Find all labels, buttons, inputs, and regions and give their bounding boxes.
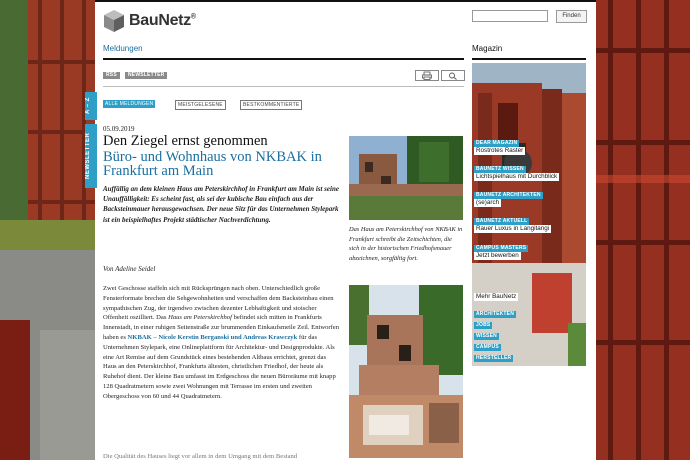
magazin-item-aktuell[interactable]: BAUNETZ AKTUELL Rauer Luxus in Langitangi <box>476 218 550 232</box>
magazin-item-dear[interactable]: DEAR MAGAZIN Rostrotes Raster <box>476 140 524 154</box>
article-body: Zwei Geschosse staffeln sich mit Rücksprüngen nach oben. Unterschiedlich große Fensterformate brechen die Sehgewohnheiten und verschaffen dem Backsteinbau einen sympathischen Zug, der irgendwo zwischen dezenter Lebhaftigkeit und stoischer Offenheit oszilliert. Das Haus am Peterskirchhof befindet sich mitten in Frankfurts Innenstadt, in einer ruhigen Seitenstraße zur brummenden Einkaufsmeile Zeil. Entworfen haben es NKBAK – Nicole Kerstin Berganski und Andreas Krawczyk für das Unternehmen Stylepark, eine Onlineplattform für Architektur- und Designprodukte. Als eine Art Remise auf dem Grundstück eines bestehenden Altbaus errichtet, grenzt das Haus an den Peterskirchhof, Frankfurts ältesten, christlichen Friedhof, der heute als Ruhehof dient. Der kleine Bau umfasst im Erdgeschoss die neuen Büroräume mit knapp 128 Quadratmetern sowie zwei Wohnungen mit Terrasse im ersten und zweiten Obergeschoss von 60 und 44 Quadratmetern. <box>103 285 340 400</box>
main-content <box>85 0 596 460</box>
magazin-more-link[interactable]: Mehr BauNetz <box>476 293 517 300</box>
search-button[interactable]: Finden <box>556 10 587 23</box>
print-button[interactable] <box>415 70 439 81</box>
article-photo-brick-wall[interactable] <box>349 136 463 220</box>
article-photo-house[interactable] <box>349 285 463 458</box>
article-headline: Den Ziegel ernst genommen <box>103 133 268 149</box>
magazin-link-wissen[interactable]: WISSEN <box>476 333 497 339</box>
article-body-continued: Die Qualität des Hauses liegt vor allem in dem Umgang mit dem Bestand <box>103 453 298 460</box>
magazin-item-architekten[interactable]: BAUNETZ ARCHITEKTEN (se)arch <box>476 192 541 206</box>
magazin-item-campus[interactable]: CAMPUS MASTERS Jetzt bewerben <box>476 245 527 259</box>
filter-all-news[interactable]: ALLE MELDUNGEN <box>105 101 154 107</box>
section-title-magazin[interactable]: Magazin <box>472 44 503 53</box>
background-photo-right <box>596 0 690 460</box>
article-lead: Auffällig an dem kleinen Haus am Peterskirchhof in Frankfurt am Main ist seine Unauffälligkeit: Es scheint fast, als sei der kubische Bau einfach aus der Backsteinmauer herausgewachsen. Der neue Sitz für das Unternehmen Stylepark ist ein beispielhaftes Projekt städtischer Nachverdichtung. <box>103 185 339 224</box>
nav-rule <box>103 58 464 60</box>
magazin-link-campus[interactable]: CAMPUS <box>476 344 499 350</box>
magazin-rule <box>472 58 586 60</box>
top-rule <box>95 0 596 2</box>
section-title-meldungen[interactable]: Meldungen <box>103 44 143 53</box>
magazin-item-wissen[interactable]: BAUNETZ WISSEN Lichtspielhaus mit Durchblick <box>476 166 558 180</box>
toolbar-separator <box>103 86 464 87</box>
magazin-link-architekten[interactable]: ARCHITEKTEN <box>476 311 515 317</box>
article-subheadline: Büro- und Wohnhaus von NKBAK in Frankfurt am Main <box>103 149 322 179</box>
side-tab-a-z[interactable]: A – Z <box>85 92 97 120</box>
newsletter-button[interactable]: NEWSLETTER <box>125 72 167 79</box>
background-photo-left <box>0 0 95 460</box>
magazin-link-hersteller[interactable]: HERSTELLER <box>476 355 512 361</box>
architect-link[interactable]: NKBAK – Nicole Kerstin Berganski und Andreas Krawczyk <box>127 333 298 341</box>
cube-logo-icon <box>103 9 125 33</box>
side-tab-newsletter[interactable]: NEWSLETTER <box>85 124 97 188</box>
logo-wordmark: BauNetz® <box>129 12 196 29</box>
rss-button[interactable]: RSS <box>103 72 120 79</box>
filter-most-commented[interactable]: BESTKOMMENTIERTE <box>240 100 302 110</box>
baunetz-logo[interactable] <box>103 8 196 34</box>
article-author: Von Adeline Seidel <box>103 265 156 273</box>
article-search-button[interactable] <box>441 70 465 81</box>
filter-most-read[interactable]: MEISTGELESENE <box>175 100 226 110</box>
magnifier-icon <box>448 72 458 80</box>
printer-icon <box>422 72 432 80</box>
search-input[interactable] <box>472 10 548 22</box>
magazin-teaser-image[interactable] <box>472 63 586 366</box>
article-date: 05.09.2019 <box>103 125 135 133</box>
photo-caption: Das Haus am Peterskirchhof von NKBAK in Frankfurt schreibt die Zeitschichten, die sich in der historischen Friedhofsmauer abzeichnen, sorgfältig fort. <box>349 226 463 262</box>
magazin-link-jobs[interactable]: JOBS <box>476 322 491 328</box>
